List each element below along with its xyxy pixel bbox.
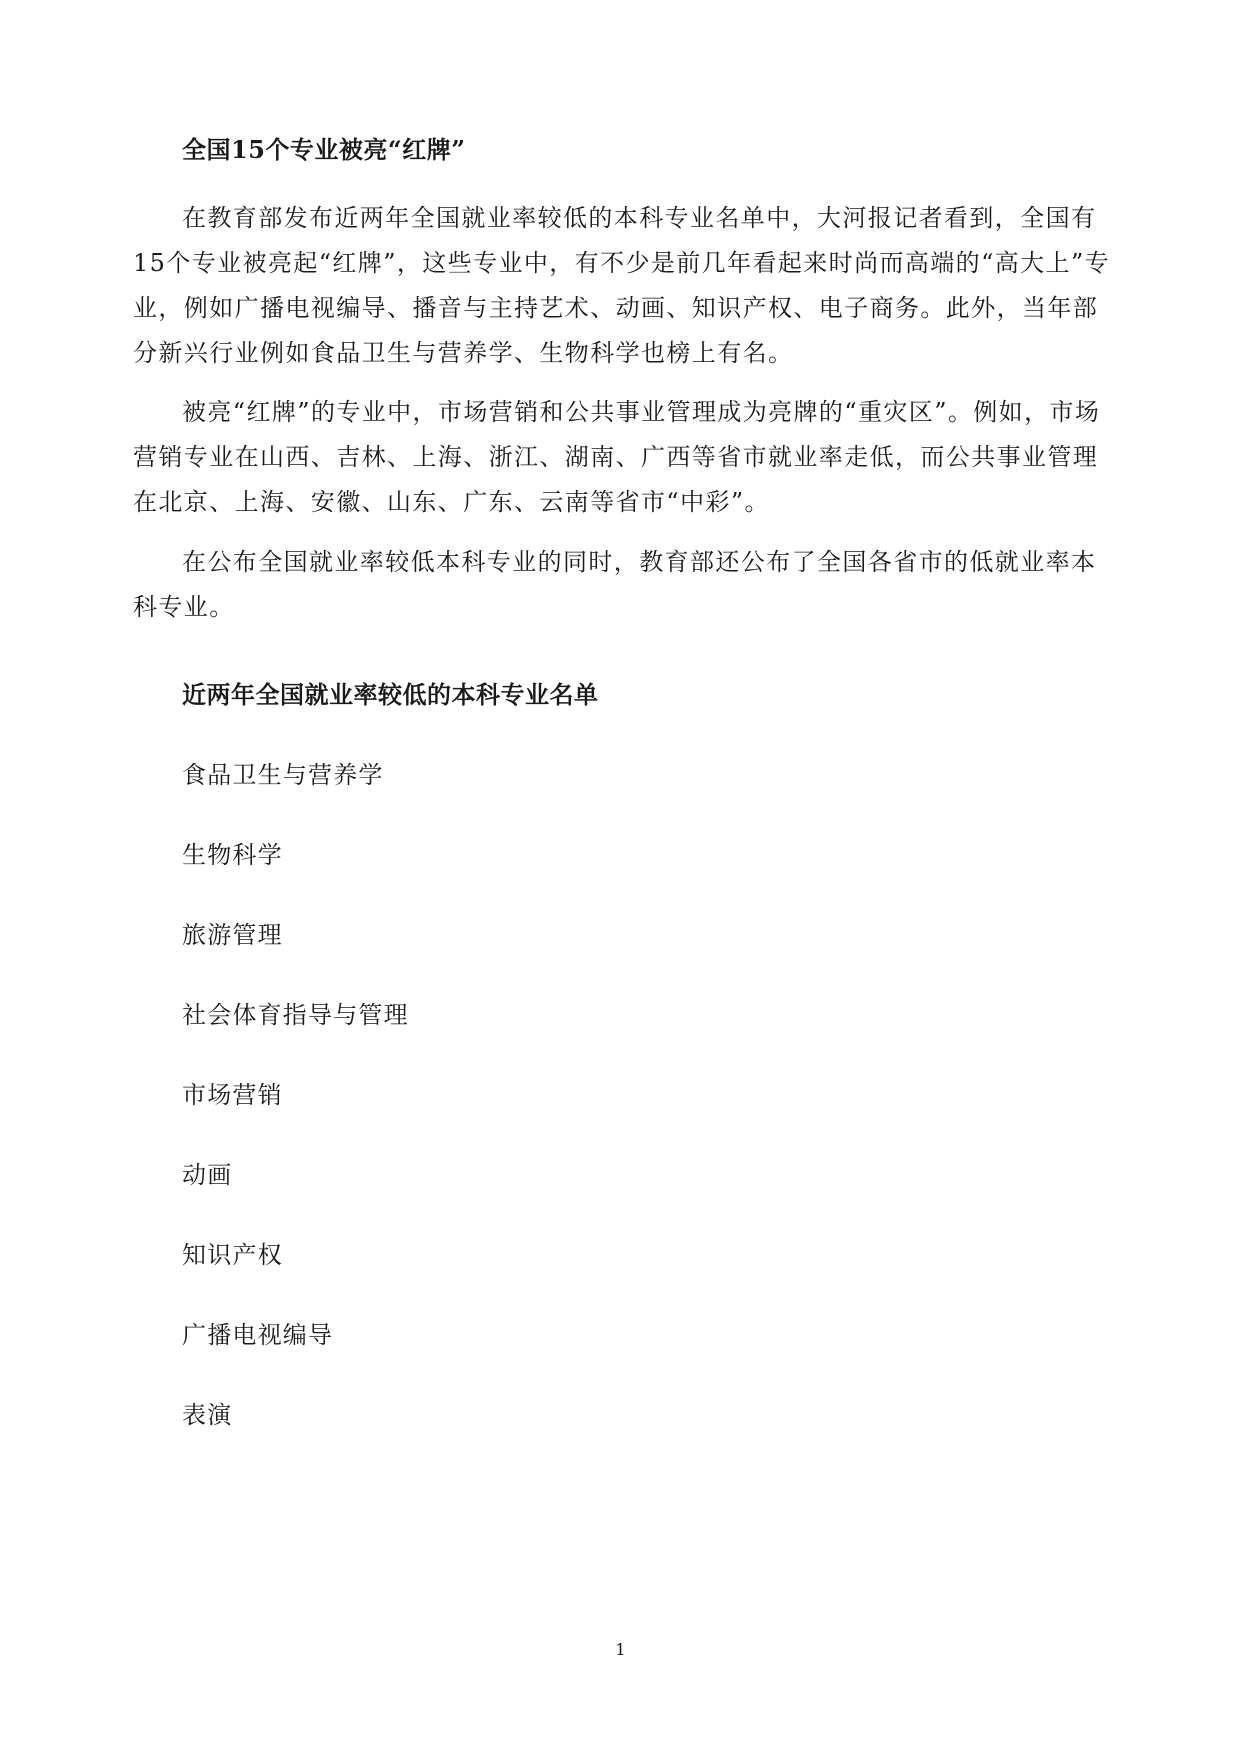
paragraph-hot-zone: 被亮“红牌”的专业中，市场营销和公共事业管理成为亮牌的“重灾区”。例如，市场营销专业在山西、吉林、上海、浙江、湖南、广西等省市就业率走低，而公共事业管理在北京、上海、安徽、山东、广东、云南等省市“中彩”。 — [133, 398, 1101, 516]
page-number: 1 — [615, 1640, 626, 1659]
list-item: 社会体育指导与管理 — [182, 1001, 409, 1029]
paragraph-intro: 在教育部发布近两年全国就业率较低的本科专业名单中，大河报记者看到，全国有15个专业被亮起“红牌”，这些专业中，有不少是前几年看起来时尚而高端的“高大上”专业，例如广播电视编导、播音与主持艺术、动画、知识产权、电子商务。此外，当年部分新兴行业例如食品卫生与营养学、生物科学也榜上有名。 — [133, 204, 1111, 367]
list-item: 市场营销 — [182, 1081, 283, 1109]
list-item: 动画 — [182, 1161, 233, 1189]
section-heading-red-card: 全国15个专业被亮“红牌” — [182, 135, 466, 164]
list-item: 表演 — [182, 1401, 233, 1429]
list-item: 生物科学 — [182, 841, 283, 869]
paragraph-provinces: 在公布全国就业率较低本科专业的同时，教育部还公布了全国各省市的低就业率本科专业。 — [133, 548, 1097, 621]
list-item: 旅游管理 — [182, 921, 283, 949]
list-item: 广播电视编导 — [182, 1321, 334, 1349]
list-item: 食品卫生与营养学 — [182, 761, 384, 789]
section-heading-list: 近两年全国就业率较低的本科专业名单 — [182, 680, 599, 709]
list-item: 知识产权 — [182, 1241, 283, 1269]
